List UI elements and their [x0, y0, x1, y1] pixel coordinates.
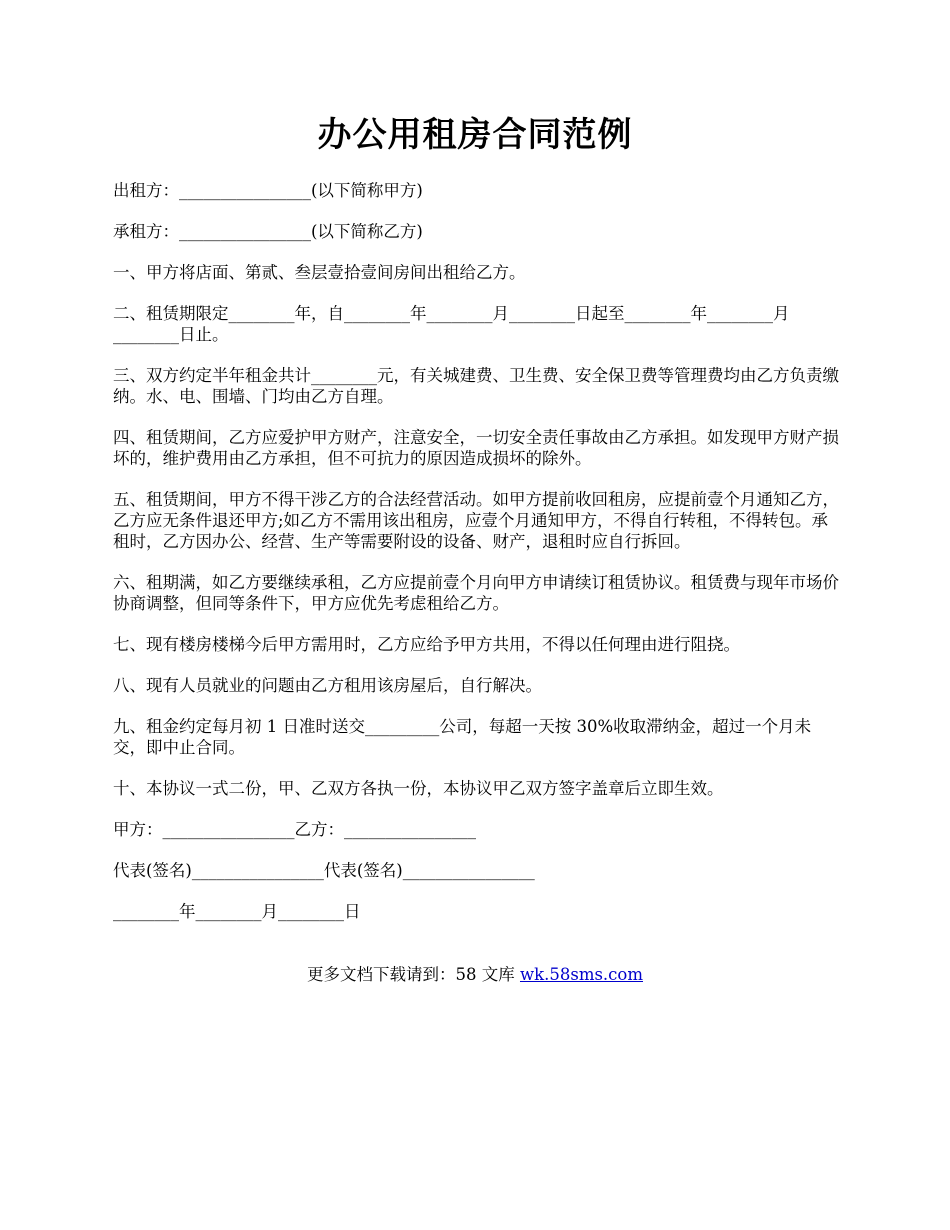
paragraph-clause-3: 三、双方约定半年租金共计________元，有关城建费、卫生费、安全保卫费等管理费均由乙方负责缴纳。水、电、围墙、门均由乙方自理。 [113, 366, 839, 406]
paragraph-clause-8: 八、现有人员就业的问题由乙方租用该房屋后，自行解决。 [113, 676, 542, 695]
download-footer [0, 964, 950, 985]
paragraph-lessor: 出租方：________________(以下简称甲方) [113, 181, 423, 200]
paragraph-clause-5: 五、租赁期间，甲方不得干涉乙方的合法经营活动。如甲方提前收回租房，应提前壹个月通知乙方，乙方应无条件退还甲方;如乙方不需用该出租房，应壹个月通知甲方，不得自行转租，不得转包。承租时，乙方因办公、经营、生产等需要附设的设备、财产，退租时应自行拆回。 [113, 490, 839, 551]
paragraph-clause-2: 二、租赁期限定________年，自________年________月________日起至________年________月________日止。 [113, 304, 790, 344]
signature-date: ________年________月________日 [113, 902, 361, 921]
paragraph-clause-6: 六、租期满，如乙方要继续承租，乙方应提前壹个月向甲方申请续订租赁协议。租赁费与现年市场价协商调整，但同等条件下，甲方应优先考虑租给乙方。 [113, 573, 839, 613]
paragraph-clause-10: 十、本协议一式二份，甲、乙双方各执一份，本协议甲乙双方签字盖章后立即生效。 [113, 779, 724, 798]
paragraph-clause-7: 七、现有楼房楼梯今后甲方需用时，乙方应给予甲方共用，不得以任何理由进行阻挠。 [113, 635, 740, 654]
paragraph-clause-4: 四、租赁期间，乙方应爱护甲方财产，注意安全，一切安全责任事故由乙方承担。如发现甲方财产损坏的，维护费用由乙方承担，但不可抗力的原因造成损坏的除外。 [113, 428, 839, 468]
signature-representatives: 代表(签名)________________代表(签名)________________ [113, 861, 535, 880]
signature-parties: 甲方：________________乙方：________________ [113, 820, 476, 839]
paragraph-lessee: 承租方：________________(以下简称乙方) [113, 222, 423, 241]
paragraph-clause-9: 九、租金约定每月初 1 日准时送交_________公司，每超一天按 30%收取滞纳金，超过一个月未交，即中止合同。 [113, 717, 812, 757]
document-title: 办公用租房合同范例 [317, 115, 633, 155]
footer-text: 更多文档下载请到：58 文库 [306, 965, 520, 984]
paragraph-clause-1: 一、甲方将店面、第贰、叁层壹拾壹间房间出租给乙方。 [113, 263, 526, 282]
document-body [113, 180, 840, 942]
footer-link[interactable]: wk.58sms.com [519, 965, 643, 984]
